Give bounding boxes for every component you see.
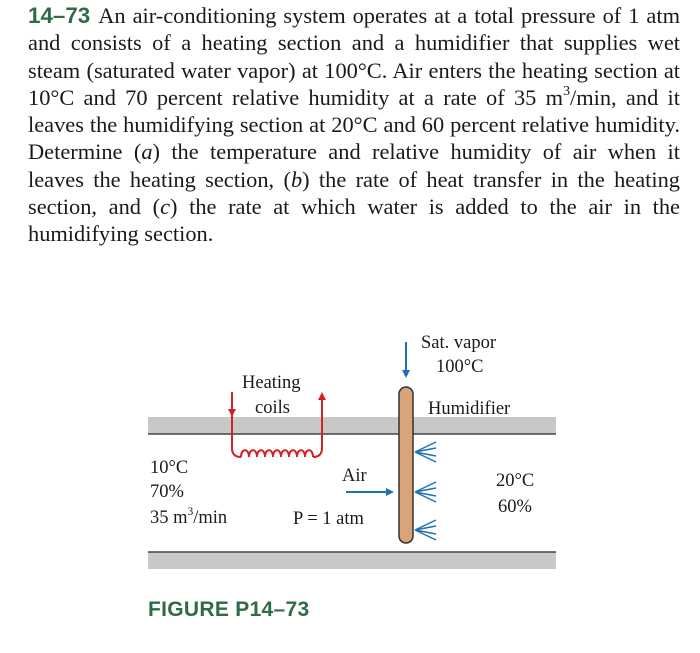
problem-number: 14–73: [28, 3, 91, 28]
figure-caption: FIGURE P14–73: [148, 598, 310, 621]
steam-spray: [415, 442, 436, 540]
sat-vapor-label: Sat. vapor: [421, 333, 497, 353]
inlet-temp: 10°C: [150, 458, 189, 478]
inlet-flow: 35 $m^3/\min$: [150, 505, 228, 528]
problem-statement: [28, 2, 680, 248]
humidifier-label: Humidifier: [428, 399, 511, 419]
duct-bottom-wall: [148, 552, 556, 569]
coils-label: coils: [255, 398, 290, 418]
air-label: Air: [342, 466, 367, 486]
heating-label: Heating: [242, 373, 301, 393]
problem-text: An air-conditioning system operates at a total pressure of 1 atm and consists of a heating section and a humidifier that supplies wet steam (saturated water vapor) at 100°C. Air enters the heating section at 10°C and 70 percent relative humidity at a rate of 35 $m^3/\min$, and it leaves the humidifying section at 20°C and 60 percent relative humidity. Determine (a) the temperature and relative humidity of air when it leaves the heating section, (b) the rate of heat transfer in the heating section, and (c) the rate at which water is added to the air in the humidifying section.: [28, 3, 680, 247]
humidifier-tube: [399, 387, 413, 543]
figure-p14-73: [0, 320, 700, 653]
sat-vapor-temp: 100°C: [436, 357, 484, 377]
inlet-rh: 70%: [150, 482, 184, 502]
pressure-label: P = 1 atm: [293, 509, 364, 529]
outlet-temp: 20°C: [496, 471, 535, 491]
outlet-rh: 60%: [498, 497, 532, 517]
